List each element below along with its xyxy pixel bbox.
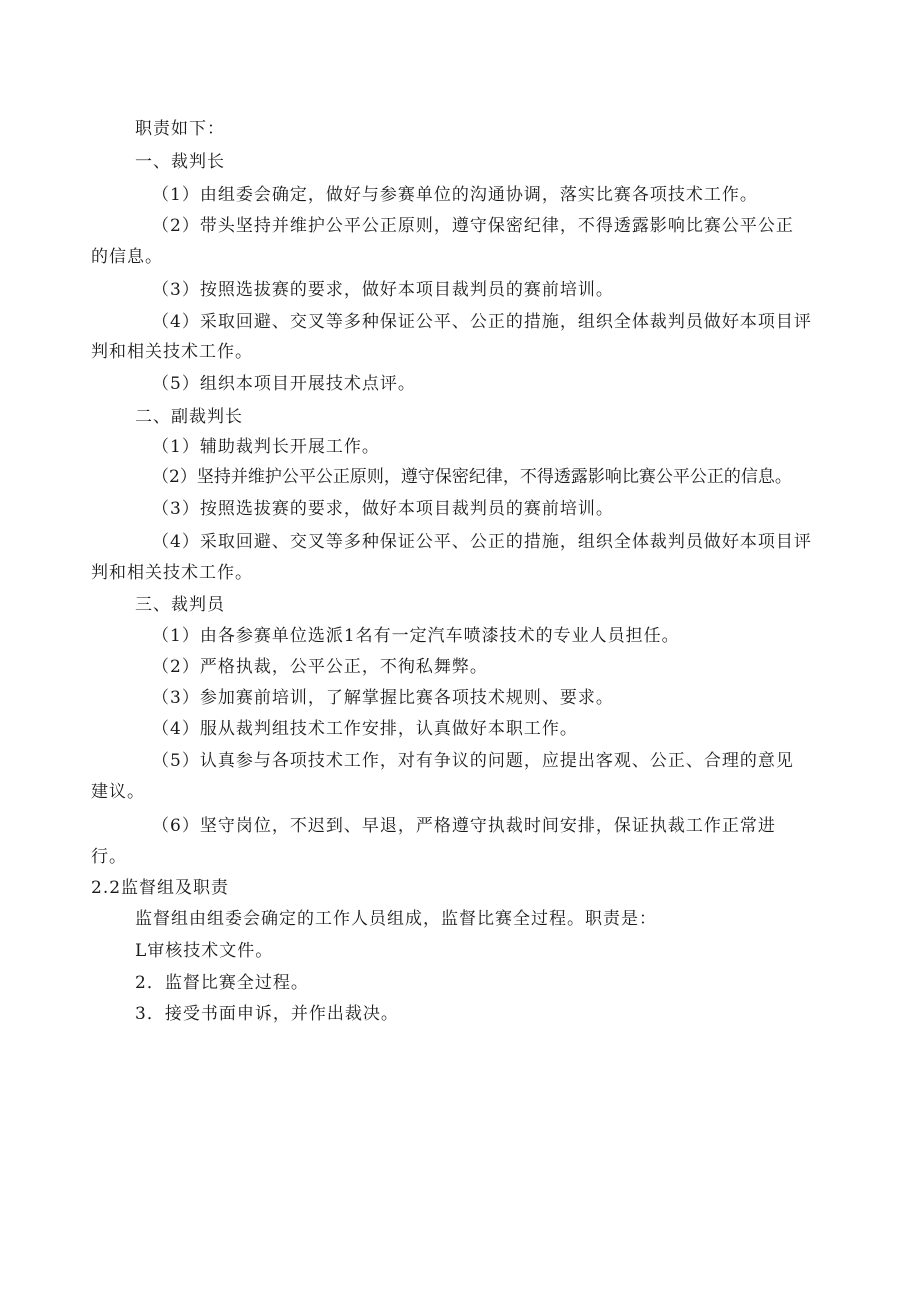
paragraph-line: （3）按照选拔赛的要求，做好本项目裁判员的赛前培训。 <box>152 280 614 300</box>
paragraph-line: （1）由组委会确定，做好与参赛单位的沟通协调，落实比赛各项技术工作。 <box>152 185 758 205</box>
paragraph-line: （4）服从裁判组技术工作安排，认真做好本职工作。 <box>152 719 578 739</box>
paragraph-line: 判和相关技术工作。 <box>91 563 253 583</box>
paragraph-line: （3）按照选拔赛的要求，做好本项目裁判员的赛前培训。 <box>152 499 614 519</box>
paragraph-line: （2）坚持并维护公平公正原则，遵守保密纪律，不得透露影响比赛公平公正的信息。 <box>152 467 792 487</box>
intro-text: 职责如下： <box>135 119 225 139</box>
section-heading-chief-judge: 一、裁判长 <box>135 152 225 172</box>
section-heading-supervision: 2.2监督组及职责 <box>91 878 230 898</box>
section-heading-deputy-chief-judge: 二、副裁判长 <box>135 407 243 427</box>
paragraph-line: 的信息。 <box>91 247 163 267</box>
list-item: 3．接受书面申诉，并作出裁决。 <box>135 1004 399 1024</box>
section-heading-judges: 三、裁判员 <box>135 595 225 615</box>
list-item: 2．监督比赛全过程。 <box>135 973 309 993</box>
paragraph-line: （1）由各参赛单位选派1名有一定汽车喷漆技术的专业人员担任。 <box>152 626 680 646</box>
paragraph-line: （3）参加赛前培训，了解掌握比赛各项技术规则、要求。 <box>152 688 614 708</box>
paragraph-line: 行。 <box>91 847 127 867</box>
paragraph-line: （4）采取回避、交叉等多种保证公平、公正的措施，组织全体裁判员做好本项目评 <box>152 312 812 332</box>
paragraph-line: （2）带头坚持并维护公平公正原则，遵守保密纪律，不得透露影响比赛公平公正 <box>152 216 794 236</box>
paragraph-line: 建议。 <box>91 782 145 802</box>
paragraph-line: （5）组织本项目开展技术点评。 <box>152 374 416 394</box>
paragraph-line: 监督组由组委会确定的工作人员组成，监督比赛全过程。职责是： <box>135 909 657 929</box>
paragraph-line: （4）采取回避、交叉等多种保证公平、公正的措施，组织全体裁判员做好本项目评 <box>152 532 812 552</box>
paragraph-line: （1）辅助裁判长开展工作。 <box>152 437 380 457</box>
paragraph-line: （5）认真参与各项技术工作，对有争议的问题，应提出客观、公正、合理的意见 <box>152 751 794 771</box>
list-item: L审核技术文件。 <box>135 941 274 961</box>
paragraph-line: 判和相关技术工作。 <box>91 342 253 362</box>
paragraph-line: （6）坚守岗位，不迟到、早退，严格遵守执裁时间安排，保证执裁工作正常进 <box>152 816 776 836</box>
paragraph-line: （2）严格执裁，公平公正，不徇私舞弊。 <box>152 657 488 677</box>
